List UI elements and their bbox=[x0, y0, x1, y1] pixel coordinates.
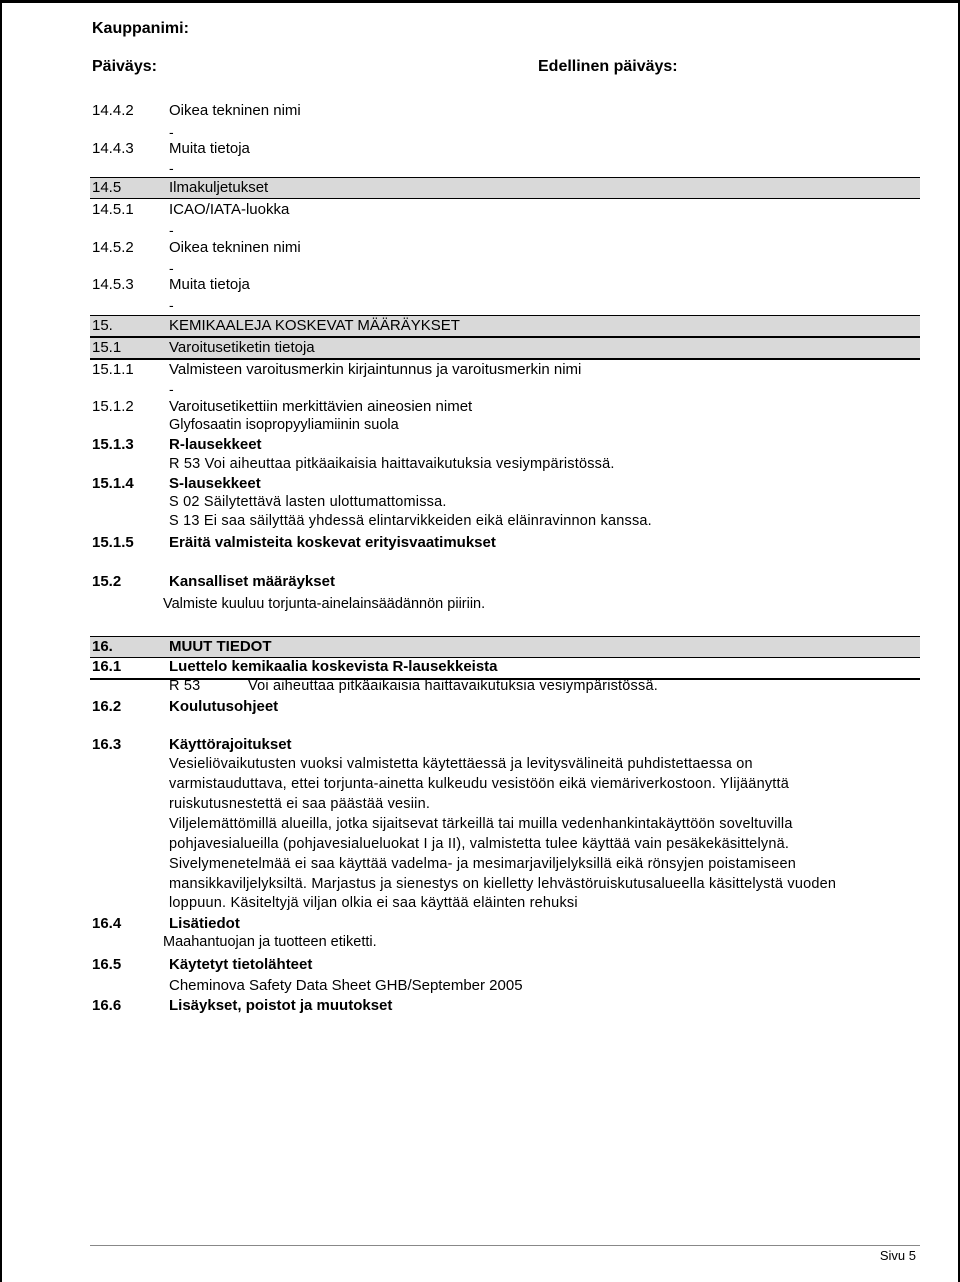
section-title: Oikea tekninen nimi bbox=[169, 239, 301, 256]
previous-date-label: Edellinen päiväys: bbox=[538, 58, 678, 75]
sources-text: Cheminova Safety Data Sheet GHB/September 2005 bbox=[169, 977, 523, 994]
section-title: Lisätiedot bbox=[169, 915, 240, 932]
section-number: 16.2 bbox=[92, 698, 122, 715]
section-title: Muita tietoja bbox=[169, 276, 250, 293]
section-number: 14.5.1 bbox=[92, 201, 134, 218]
r-phrase-description: Voi aiheuttaa pitkäaikaisia haittavaikutuksia vesiympäristössä. bbox=[248, 678, 658, 694]
s-phrase-text-2: S 13 Ei saa säilyttää yhdessä elintarvikkeiden eikä eläinravinnon kanssa. bbox=[169, 513, 652, 529]
r-phrase-code: R 53 bbox=[169, 678, 201, 694]
section-number: 15.1.3 bbox=[92, 436, 134, 453]
section-16-1 bbox=[92, 657, 918, 677]
section-14-5-2 bbox=[92, 238, 918, 258]
date-label: Päiväys: bbox=[92, 58, 157, 75]
section-15-1-1 bbox=[92, 360, 918, 380]
section-14-4-3 bbox=[92, 139, 918, 159]
section-title: Käytetyt tietolähteet bbox=[169, 956, 313, 973]
usage-restriction-line: Sivelymenetelmää ei saa käyttää vadelma- ja mesimarjaviljelyksillä eikä rönsyjen poistamiseen bbox=[169, 856, 797, 872]
section-title: ICAO/IATA-luokka bbox=[169, 201, 290, 218]
section-14-4-2 bbox=[92, 101, 918, 121]
section-title: Valmisteen varoitusmerkin kirjaintunnus ja varoitusmerkin nimi bbox=[169, 361, 582, 378]
section-title: Ilmakuljetukset bbox=[169, 179, 269, 196]
section-title: Muita tietoja bbox=[169, 140, 250, 157]
usage-restriction-line: Vesieliövaikutusten vuoksi valmistetta käytettäessä ja levitysvälineitä puhdistettaessa on bbox=[169, 756, 753, 772]
section-number: 16.3 bbox=[92, 736, 122, 753]
section-number: 16.5 bbox=[92, 956, 122, 973]
usage-restriction-line: Viljelemättömillä alueilla, jotka sijaitsevat tärkeillä tai muilla vedenhankintakäyttöön soveltuvilla bbox=[169, 816, 793, 832]
section-14-5-1 bbox=[92, 200, 918, 220]
section-15-1-4 bbox=[92, 474, 918, 494]
section-title: Lisäykset, poistot ja muutokset bbox=[169, 997, 393, 1014]
additional-info-text: Maahantuojan ja tuotteen etiketti. bbox=[163, 934, 377, 950]
section-number: 15.1 bbox=[92, 339, 122, 356]
section-15 bbox=[92, 316, 918, 336]
section-16-4 bbox=[92, 914, 918, 934]
national-regulation-text: Valmiste kuuluu torjunta-ainelainsäädännön piiriin. bbox=[163, 596, 486, 612]
section-16-5 bbox=[92, 955, 918, 975]
section-number: 15. bbox=[92, 317, 113, 334]
section-number: 14.5.3 bbox=[92, 276, 134, 293]
usage-restriction-line: ruiskutusnestettä ei saa päästää vesiin. bbox=[169, 796, 431, 812]
section-number: 15.1.2 bbox=[92, 398, 134, 415]
section-number: 14.5.2 bbox=[92, 239, 134, 256]
section-title: Käyttörajoitukset bbox=[169, 736, 292, 753]
section-16 bbox=[92, 637, 918, 657]
usage-restriction-line: varmistauduttava, ettei torjunta-ainetta kulkeudu vesistöön eikä viemäriverkostoon. Ylijäänyttä bbox=[169, 776, 789, 792]
section-title: Varoitusetikettiin merkittävien aineosien nimet bbox=[169, 398, 473, 415]
section-number: 16.6 bbox=[92, 997, 122, 1014]
section-title: KEMIKAALEJA KOSKEVAT MÄÄRÄYKSET bbox=[169, 317, 460, 334]
section-title: MUUT TIEDOT bbox=[169, 638, 272, 655]
section-number: 16.4 bbox=[92, 915, 122, 932]
section-15-1-3 bbox=[92, 435, 918, 455]
section-title: Luettelo kemikaalia koskevista R-lausekkeista bbox=[169, 658, 498, 675]
section-title: Kansalliset määräykset bbox=[169, 573, 335, 590]
section-number: 14.5 bbox=[92, 179, 122, 196]
section-number: 14.4.3 bbox=[92, 140, 134, 157]
empty-value-dash: - bbox=[169, 124, 174, 140]
usage-restriction-line: loppuun. Käsiteltyjä viljan olkia ei saa käyttää eläinten rehuksi bbox=[169, 895, 578, 911]
empty-value-dash: - bbox=[169, 381, 174, 397]
section-title: R-lausekkeet bbox=[169, 436, 262, 453]
empty-value-dash: - bbox=[169, 222, 174, 238]
section-16-2 bbox=[92, 697, 918, 717]
usage-restriction-line: mansikkaviljelyksiltä. Marjastus ja sienestys on kielletty lehvästöruiskutusalueella käsittelystä vuoden bbox=[169, 876, 837, 892]
section-number: 15.1.1 bbox=[92, 361, 134, 378]
footer-divider bbox=[90, 1245, 920, 1246]
r-phrase-text: R 53 Voi aiheuttaa pitkäaikaisia haittavaikutuksia vesiympäristössä. bbox=[169, 456, 615, 472]
section-16-6 bbox=[92, 996, 918, 1016]
section-title: Oikea tekninen nimi bbox=[169, 102, 301, 119]
page-left-border bbox=[0, 0, 2, 1282]
section-number: 14.4.2 bbox=[92, 102, 134, 119]
section-number: 15.2 bbox=[92, 573, 122, 590]
section-number: 16. bbox=[92, 638, 113, 655]
company-label: Kauppanimi: bbox=[92, 20, 189, 37]
usage-restriction-line: pohjavesialueilla (pohjavesialueluokat I ja II), valmistetta tulee käyttää vain pesäkekäsittelynä. bbox=[169, 836, 790, 852]
section-14-5-3 bbox=[92, 275, 918, 295]
empty-value-dash: - bbox=[169, 297, 174, 313]
page-top-border bbox=[0, 0, 960, 3]
empty-value-dash: - bbox=[169, 260, 174, 276]
section-15-2 bbox=[92, 572, 918, 592]
section-14-5 bbox=[92, 178, 918, 198]
section-15-1-5 bbox=[92, 533, 918, 553]
ingredient-text: Glyfosaatin isopropyyliamiinin suola bbox=[169, 417, 399, 433]
s-phrase-text-1: S 02 Säilytettävä lasten ulottumattomissa. bbox=[169, 494, 447, 510]
section-15-1-2 bbox=[92, 397, 918, 417]
section-16-3 bbox=[92, 735, 918, 755]
section-number: 16.1 bbox=[92, 658, 122, 675]
section-title: Varoitusetiketin tietoja bbox=[169, 339, 315, 356]
section-15-1 bbox=[92, 338, 918, 358]
section-title: Eräitä valmisteita koskevat erityisvaatimukset bbox=[169, 534, 496, 551]
empty-value-dash: - bbox=[169, 160, 174, 176]
section-number: 15.1.5 bbox=[92, 534, 134, 551]
section-number: 15.1.4 bbox=[92, 475, 134, 492]
section-title: S-lausekkeet bbox=[169, 475, 261, 492]
section-title: Koulutusohjeet bbox=[169, 698, 279, 715]
page-number: Sivu 5 bbox=[879, 1248, 916, 1263]
